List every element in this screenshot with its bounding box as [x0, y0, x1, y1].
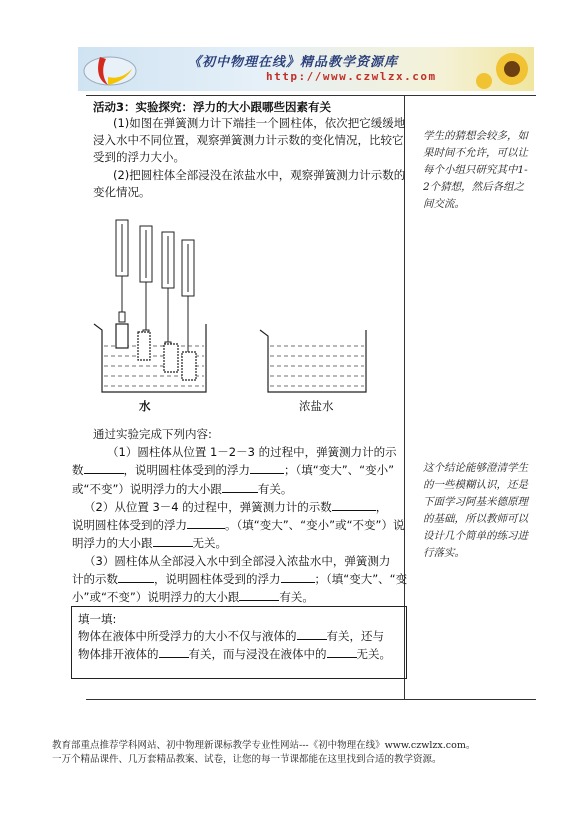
- table-bottom-border: [86, 699, 536, 700]
- header-banner: [78, 47, 534, 91]
- q1-line-1: （1）圆柱体从位置 1－2－3 的过程中，弹簧测力计的示: [107, 445, 397, 459]
- figure-label-salt-water: 浓盐水: [299, 399, 334, 413]
- paragraph-1-line-2: 浸入水中不同位置，观察弹簧测力计示数的变化情况，比较它: [93, 133, 404, 147]
- footer-line-2: 一万个精品课件、几万套精品教案、试卷，让您的每一节课都能在这里找到合适的教学资源。: [52, 754, 442, 765]
- q3-blank-2[interactable]: [281, 582, 315, 583]
- logo-icon: [78, 47, 178, 91]
- q1-blank-1[interactable]: [84, 473, 124, 474]
- q1-blank-2[interactable]: [250, 473, 284, 474]
- side-note-1: 学生的猜想会较多，如果时间不允许，可以让每个小组只研究其中1-2个猜想，然后各组之间交流。: [423, 130, 528, 210]
- paragraph-1-line-1: (1)如图在弹簧测力计下端挂一个圆柱体，依次把它缓缓地: [113, 116, 406, 130]
- fill-in-blank-1[interactable]: [297, 639, 327, 640]
- figure-label-water: 水: [139, 399, 151, 413]
- salt-water-beaker-icon: [260, 330, 366, 392]
- paragraph-2-line-2: 变化情况。: [93, 185, 151, 199]
- fill-in-title: 填一填:: [78, 612, 117, 626]
- q2-line-1: （2）从位置 3－4 的过程中，弹簧测力计的示数 ，: [84, 500, 388, 514]
- banner-url[interactable]: http://www.czwlzx.com: [266, 70, 437, 83]
- q3-line-3: 小”或“不变”）说明浮力的大小跟 有关。: [72, 590, 314, 604]
- q3-line-1: （3）圆柱体从全部浸入水中到全部浸入浓盐水中，弹簧测力: [84, 554, 391, 568]
- q1-blank-3[interactable]: [222, 492, 258, 493]
- q2-blank-1[interactable]: [332, 510, 376, 511]
- q2-line-2: 说明圆柱体受到的浮力 。（填“变大”、“变小”或“不变”）说: [72, 518, 405, 532]
- fill-in-line-1: 物体在液体中所受浮力的大小不仅与液体的 有关，还与: [78, 629, 384, 643]
- fill-in-blank-2[interactable]: [159, 657, 189, 658]
- q3-blank-3[interactable]: [239, 600, 279, 601]
- water-beaker-icon: [94, 324, 206, 392]
- side-note-2: 这个结论能够澄清学生的一些模糊认识，还是下面学习阿基米德原理的基础，所以教师可以设计几个简单的练习进行落实。: [423, 462, 528, 559]
- experiment-figure: [88, 212, 418, 412]
- q3-blank-1[interactable]: [118, 582, 154, 583]
- paragraph-2-line-1: (2)把圆柱体全部浸没在浓盐水中，观察弹簧测力计示数的: [113, 168, 406, 182]
- q1-line-2: 数 ，说明圆柱体受到的浮力 ；（填“变大”、“变小”: [72, 463, 395, 477]
- fill-in-blank-3[interactable]: [327, 657, 357, 658]
- q3-line-2: 计的示数 ，说明圆柱体受到的浮力 ；（填“变大”、“变: [72, 572, 408, 586]
- q2-line-3: 明浮力的大小跟 无关。: [72, 536, 227, 550]
- q1-line-3: 或“不变”）说明浮力的大小跟 有关。: [72, 482, 293, 496]
- paragraph-1-line-3: 受到的浮力大小。: [93, 150, 185, 164]
- sunflower-icon: [474, 47, 534, 91]
- activity-title: 活动3：实验探究：浮力的大小跟哪些因素有关: [93, 100, 331, 114]
- footer-line-1: 教育部重点推荐学科网站、初中物理新课标教学专业性网站---《初中物理在线》www.czwlzx.com。: [52, 740, 476, 751]
- banner-title: 《初中物理在线》精品教学资源库: [188, 55, 399, 70]
- fill-in-line-2: 物体排开液体的 有关，而与浸没在液体中的 无关。: [78, 647, 391, 661]
- q2-blank-3[interactable]: [153, 546, 193, 547]
- q2-blank-2[interactable]: [187, 528, 225, 529]
- questions-intro: 通过实验完成下列内容:: [93, 427, 212, 441]
